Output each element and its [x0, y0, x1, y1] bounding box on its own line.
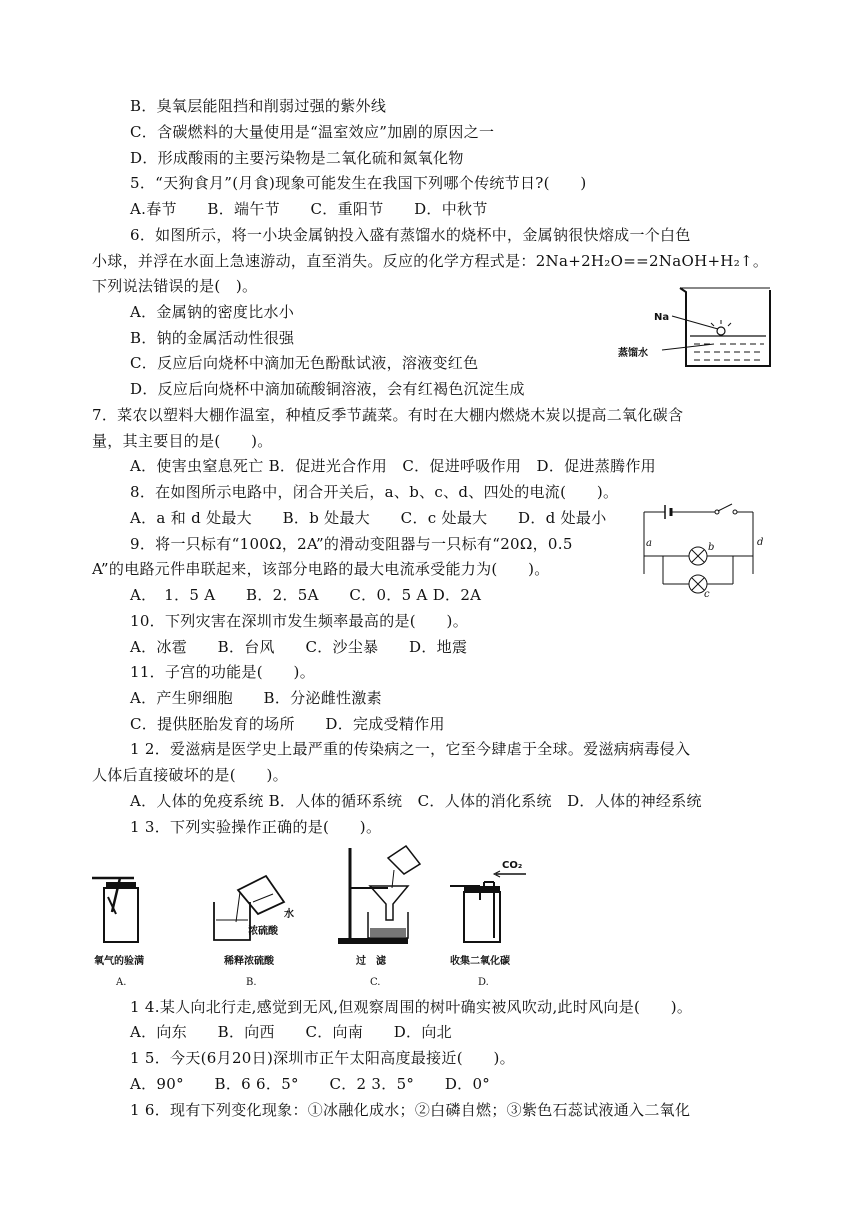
q12-stem-2: 人体后直接破坏的是( )。 — [92, 766, 288, 784]
lab-operations-figure — [88, 842, 548, 990]
q11-options-2: C．提供胚胎发育的场所 D．完成受精作用 — [130, 715, 445, 733]
beaker-sodium-figure — [618, 280, 778, 380]
q5-stem: 5．“天狗食月”(月食)现象可能发生在我国下列哪个传统节日?( ) — [130, 174, 587, 192]
q6-stem-1: 6．如图所示，将一小块金属钠投入盛有蒸馏水的烧杯中，金属钠很快熔成一个白色 — [130, 226, 691, 244]
na-label: Na — [654, 312, 670, 323]
q14-options: A．向东 B．向西 C．向南 D．向北 — [130, 1023, 452, 1041]
co2-collection-apparatus — [450, 871, 526, 942]
q4-option-c: C．含碳燃料的大量使用是“温室效应”加剧的原因之一 — [130, 123, 495, 141]
filtration-apparatus — [338, 846, 420, 944]
letter-c: C. — [370, 977, 381, 988]
q11-options-1: A．产生卵细胞 B．分泌雌性激素 — [130, 689, 382, 707]
q6-option-c: C．反应后向烧杯中滴加无色酚酞试液，溶液变红色 — [130, 354, 479, 372]
point-d-label: d — [757, 537, 764, 548]
letter-a: A. — [116, 977, 127, 988]
distilled-water-label: 蒸馏水 — [618, 348, 648, 359]
caption-b: 稀释浓硫酸 — [224, 956, 274, 967]
q6-option-a: A．金属钠的密度比水小 — [130, 303, 295, 321]
battery-icon — [665, 505, 671, 519]
q10-options: A．冰雹 B．台风 C．沙尘暴 D．地震 — [130, 638, 468, 656]
q6-stem-2: 小球，并浮在水面上急速游动，直至消失。反应的化学方程式是：2Na+2H₂O==2NaOH+H₂↑。 — [92, 252, 769, 270]
q7-stem-1: 7．菜农以塑料大棚作温室，种植反季节蔬菜。有时在大棚内燃烧木炭以提高二氧化碳含 — [92, 406, 684, 424]
point-c-label: c — [704, 589, 710, 600]
q13-stem: 1 3．下列实验操作正确的是( )。 — [130, 818, 382, 836]
q15-stem: 1 5．今天(6月20日)深圳市正午太阳高度最接近( )。 — [130, 1049, 515, 1067]
q9-stem-1: 9．将一只标有“100Ω，2A”的滑动变阻器与一只标有“20Ω，0.5 — [130, 535, 573, 553]
sulfuric-acid-label: 浓硫酸 — [248, 926, 278, 937]
q4-option-d: D．形成酸雨的主要污染物是二氧化硫和氮氧化物 — [130, 149, 464, 167]
q4-option-b: B．臭氧层能阻挡和削弱过强的紫外线 — [130, 97, 387, 115]
q9-options: A． 1．5 A B．2．5A C．0．5 A D．2A — [130, 586, 482, 604]
q16-stem: 1 6．现有下列变化现象：①冰融化成水；②白磷自燃；③紫色石蕊试液通入二氧化 — [130, 1101, 691, 1119]
q8-stem: 8．在如图所示电路中，闭合开关后，a、b、c、d、四处的电流( )。 — [130, 483, 619, 501]
q14-stem: 1 4.某人向北行走,感觉到无风,但观察周围的树叶确实被风吹动,此时风向是( )。 — [130, 998, 693, 1016]
q12-options: A．人体的免疫系统 B．人体的循环系统 C．人体的消化系统 D．人体的神经系统 — [130, 792, 702, 810]
q15-options: A．90° B．6 6．5° C．2 3．5° D．0° — [130, 1075, 491, 1093]
caption-d: 收集二氧化碳 — [450, 956, 510, 967]
q5-options: A.春节 B．端午节 C．重阳节 D．中秋节 — [130, 200, 488, 218]
q6-option-b: B．钠的金属活动性很强 — [130, 329, 295, 347]
letter-d: D. — [478, 977, 489, 988]
q12-stem-1: 1 2．爱滋病是医学史上最严重的传染病之一，它至今肆虐于全球。爱滋病病毒侵入 — [130, 740, 691, 758]
point-b-label: b — [708, 542, 715, 553]
letter-b: B. — [246, 977, 257, 988]
caption-a: 氧气的验满 — [94, 956, 144, 967]
q7-options: A．使害虫窒息死亡 B．促进光合作用 C．促进呼吸作用 D．促进蒸腾作用 — [130, 457, 656, 475]
q7-stem-2: 量，其主要目的是( )。 — [92, 432, 273, 450]
q10-stem: 10．下列灾害在深圳市发生频率最高的是( )。 — [130, 612, 468, 630]
co2-label: CO₂ — [502, 860, 523, 871]
switch-icon — [715, 504, 737, 514]
q9-stem-2: A”的电路元件串联起来，该部分电路的最大电流承受能力为( )。 — [92, 560, 550, 578]
oxygen-check-apparatus — [92, 878, 138, 942]
q6-stem-3: 下列说法错误的是( )。 — [92, 277, 258, 295]
q6-option-d: D．反应后向烧杯中滴加硫酸铜溶液，会有红褐色沉淀生成 — [130, 380, 525, 398]
lamp-icon — [689, 547, 707, 565]
circuit-diagram-figure — [638, 500, 768, 600]
q8-options: A．a 和 d 处最大 B．b 处最大 C．c 处最大 D．d 处最小 — [130, 509, 607, 527]
water-label: 水 — [284, 909, 294, 920]
caption-c: 过 滤 — [356, 956, 386, 967]
point-a-label: a — [646, 538, 652, 549]
q11-stem: 11．子宫的功能是( )。 — [130, 663, 315, 681]
